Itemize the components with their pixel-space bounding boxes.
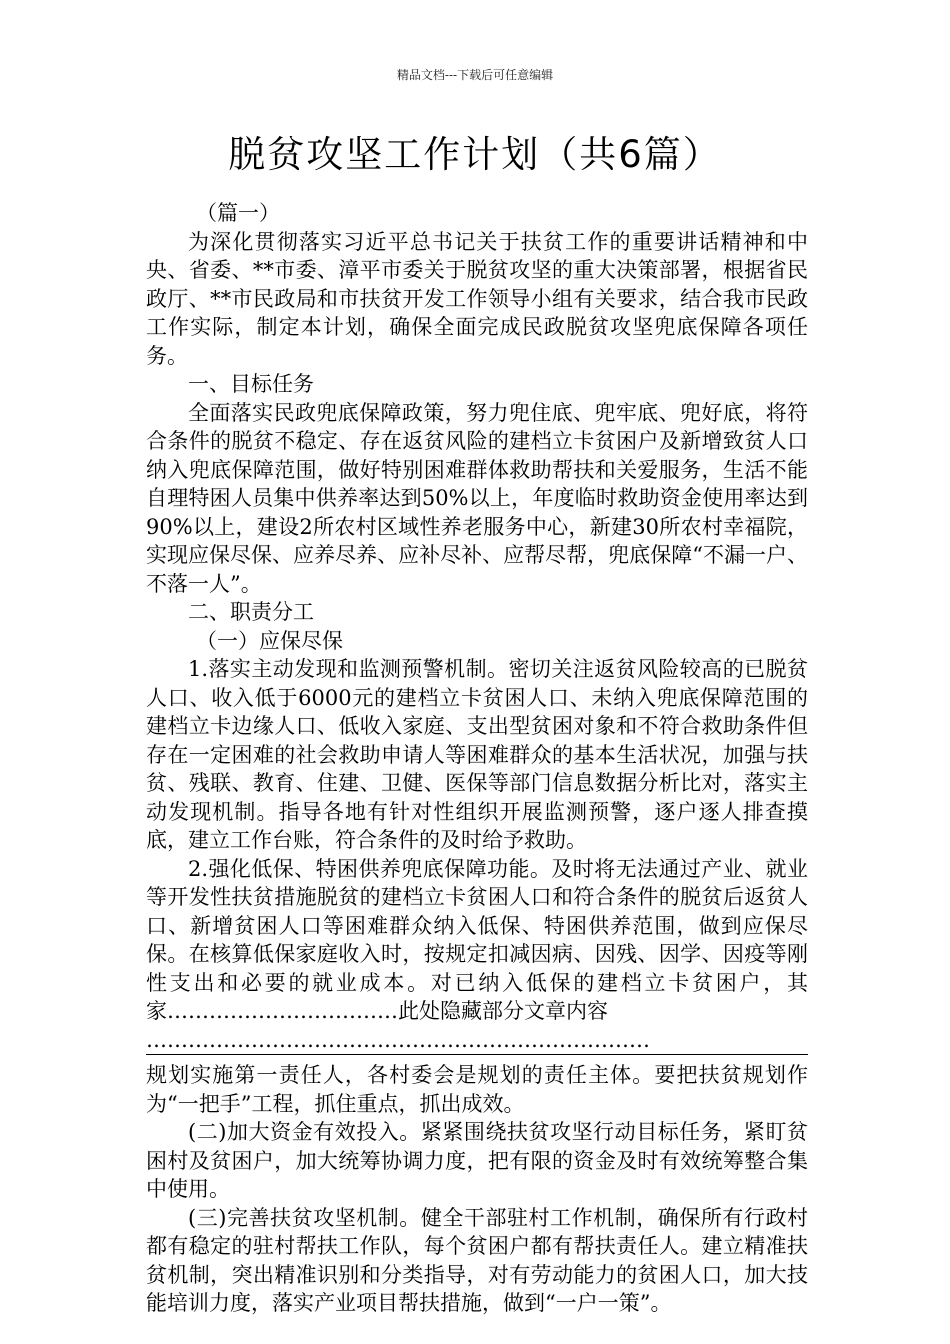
header-note: 精品文档---下载后可任意编辑 xyxy=(396,68,554,82)
document-body xyxy=(146,199,808,1318)
subsection-heading: （一）应保尽保 xyxy=(196,628,343,653)
intro-paragraph: 为深化贯彻落实习近平总书记关于扶贫工作的重要讲话精神和中央、省委、**市委、漳平市委关于脱贫攻坚的重大决策部署，根据省民政厅、**市民政局和市扶贫开发工作领导小组有关要求，结合我市民政工作实际，制定本计划，确保全面完成民政脱贫攻坚兜底保障各项任务。 xyxy=(146,229,808,368)
hidden-content-divider xyxy=(146,1026,808,1056)
document-title: 脱贫攻坚工作计划（共6篇） xyxy=(228,133,722,176)
goals-paragraph: 全面落实民政兜底保障政策，努力兜住底、兜牢底、兜好底，将符合条件的脱贫不稳定、存在返贫风险的建档立卡贫困户及新增致贫人口纳入兜底保障范围，做好特别困难群体救助帮扶和关爱服务，生活不能自理特困人员集中供养率达到50%以上，年度临时救助资金使用率达到90%以上，建设2所农村区域性养老服务中心，新建30所农村幸福院，实现应保尽保、应养尽养、应补尽补、应帮尽帮，兜底保障“不漏一户、不落一人”。 xyxy=(146,400,808,596)
hidden-dots-line: ……………………………………………………………… xyxy=(146,1027,650,1052)
chapter-label: （篇一） xyxy=(196,201,280,225)
item-paragraph-2-text: 2.强化低保、特困供养兜底保障功能。及时将无法通过产业、就业等开发性扶贫措施脱贫的建档立卡贫困人口和符合条件的脱贫后返贫人口、新增贫困人口等困难群众纳入低保、特困供养范围，做到应保尽保。在核算低保家庭收入时，按规定扣减因病、因残、因学、因疫等刚性支出和必要的就业成本。对已纳入低保的建档立卡贫困户，其家 xyxy=(146,856,808,1023)
section-heading-duties: 二、职责分工 xyxy=(188,600,314,624)
mechanism-paragraph: (三)完善扶贫攻坚机制。健全干部驻村工作机制，确保所有行政村都有稳定的驻村帮扶工作队，每个贫困户都有帮扶责任人。建立精准扶贫机制，突出精准识别和分类指导，对有劳动能力的贫困人口，加大技能培训力度，落实产业项目帮扶措施，做到“一户一策”。 xyxy=(146,1205,808,1315)
item-paragraph-2 xyxy=(146,855,808,1026)
hidden-content-notice: 此处隐藏部分文章内容 xyxy=(398,999,608,1023)
section-heading-goals: 一、目标任务 xyxy=(188,372,314,396)
funding-paragraph: (二)加大资金有效投入。紧紧围绕扶贫攻坚行动目标任务，紧盯贫困村及贫困户，加大统筹协调力度，把有限的资金及时有效统筹整合集中使用。 xyxy=(146,1120,808,1201)
responsibility-paragraph: 规划实施第一责任人，各村委会是规划的责任主体。要把扶贫规划作为“一把手”工程，抓住重点，抓出成效。 xyxy=(146,1063,808,1116)
item-paragraph-1: 1.落实主动发现和监测预警机制。密切关注返贫风险较高的已脱贫人口、收入低于6000元的建档立卡贫困人口、未纳入兜底保障范围的建档立卡边缘人口、低收入家庭、支出型贫困对象和不符合救助条件但存在一定困难的社会救助申请人等困难群众的基本生活状况，加强与扶贫、残联、教育、住建、卫健、医保等部门信息数据分析比对，落实主动发现机制。指导各地有针对性组织开展监测预警，逐户逐人排查摸底，建立工作台账，符合条件的及时给予救助。 xyxy=(146,657,808,852)
hidden-dots-inline: …………………………… xyxy=(167,999,398,1023)
